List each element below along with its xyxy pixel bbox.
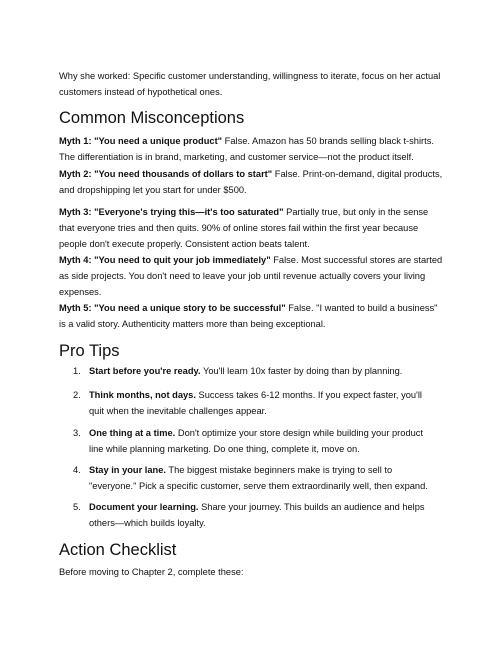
myth-1-title: Myth 1: "You need a unique product" bbox=[59, 136, 223, 146]
pro-tip-4-body bbox=[89, 462, 433, 494]
myth-1 bbox=[59, 133, 445, 165]
myth-5 bbox=[59, 300, 445, 332]
action-checklist-intro: Before moving to Chapter 2, complete these: bbox=[59, 567, 244, 577]
pro-tip-1-title: Start before you're ready. bbox=[89, 366, 201, 376]
myth-4-text: False. Most successful stores are started as side projects. You don't need to leave your job until revenue actually covers your living expenses. bbox=[59, 255, 443, 297]
myth-2-title: Myth 2: "You need thousands of dollars to start" bbox=[59, 169, 273, 179]
myth-4-title: Myth 4: "You need to quit your job immediately" bbox=[59, 255, 271, 265]
myth-3-text: Partially true, but only in the sense that everyone tries and then quits. 90% of online stores fail within the first year because people don't execute properly. Consistent action beats talent. bbox=[59, 207, 429, 249]
pro-tip-5-title: Document your learning. bbox=[89, 502, 199, 512]
myth-1-text: False. Amazon has 50 brands selling black t-shirts. The differentiation is in brand, marketing, and customer service—not the product itself. bbox=[59, 136, 434, 162]
pro-tip-1-text: You'll learn 10x faster by doing than by planning. bbox=[200, 366, 403, 376]
myth-2-text: False. Print-on-demand, digital products, and dropshipping let you start for under $500. bbox=[59, 169, 443, 195]
action-checklist-heading: Action Checklist bbox=[59, 541, 177, 559]
pro-tip-2-title: Think months, not days. bbox=[89, 390, 196, 400]
pro-tip-4-title: Stay in your lane. bbox=[89, 465, 166, 475]
pro-tip-3-title: One thing at a time. bbox=[89, 428, 176, 438]
pro-tip-3-number: 3. bbox=[73, 428, 81, 438]
intro-paragraph: Why she worked: Specific customer understanding, willingness to iterate, focus on her actual customers instead of hypothetical ones. bbox=[59, 71, 441, 97]
pro-tip-2-text: Success takes 6-12 months. If you expect faster, you'll quit when the inevitable challenges appear. bbox=[89, 390, 422, 416]
pro-tip-2-number: 2. bbox=[73, 390, 81, 400]
pro-tips-heading: Pro Tips bbox=[59, 342, 120, 360]
pro-tip-4-text: The biggest mistake beginners make is trying to sell to "everyone." Pick a specific customer, serve them extraordinarily well, then expand. bbox=[89, 465, 428, 491]
pro-tip-2-body bbox=[89, 387, 433, 419]
pro-tip-4-number: 4. bbox=[73, 465, 81, 475]
myth-3 bbox=[59, 204, 445, 252]
myth-3-title: Myth 3: "Everyone's trying this—it's too saturated" bbox=[59, 207, 284, 217]
pro-tip-1-number: 1. bbox=[73, 366, 81, 376]
myth-5-title: Myth 5: "You need a unique story to be successful" bbox=[59, 303, 286, 313]
pro-tip-1-body bbox=[89, 363, 433, 379]
pro-tip-5-body bbox=[89, 499, 433, 531]
myth-5-text: False. "I wanted to build a business" is a valid story. Authenticity matters more than being exceptional. bbox=[59, 303, 438, 329]
pro-tip-3-text: Don't optimize your store design while building your product line while planning marketing. Do one thing, complete it, move on. bbox=[89, 428, 424, 454]
pro-tip-5-number: 5. bbox=[73, 502, 81, 512]
myth-2 bbox=[59, 166, 445, 198]
pro-tip-3-body bbox=[89, 425, 433, 457]
pro-tip-5-text: Share your journey. This builds an audience and helps others—which builds loyalty. bbox=[89, 502, 425, 528]
myth-4 bbox=[59, 252, 445, 300]
misconceptions-heading: Common Misconceptions bbox=[59, 109, 245, 127]
